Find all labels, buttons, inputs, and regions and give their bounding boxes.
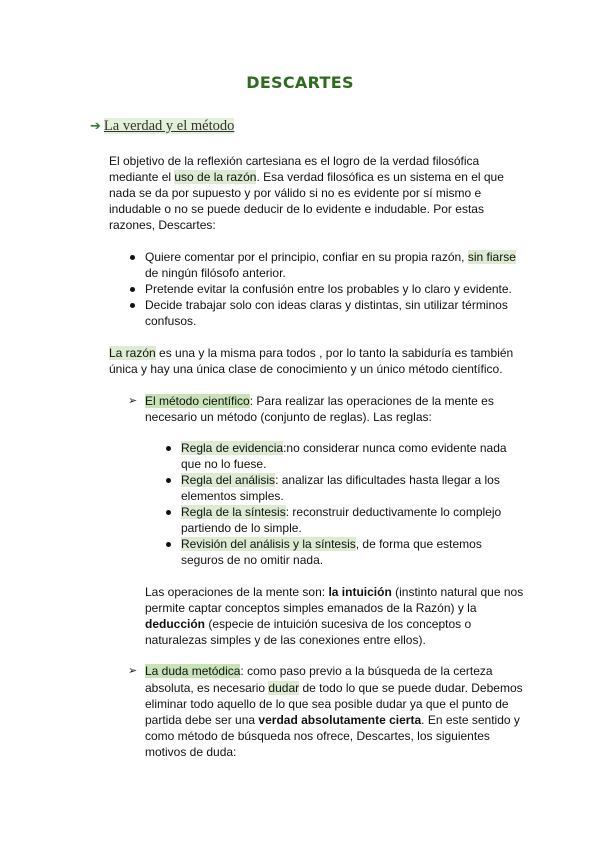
text-run: : analizar las dificultades hasta llegar a los xyxy=(275,473,500,487)
list-item xyxy=(181,440,507,456)
list-item-continuation: confusos. xyxy=(145,314,197,328)
list-item-continuation: partiendo de lo simple. xyxy=(181,521,302,535)
operaciones-line: naturalezas simples y de las conexiones entre ellos). xyxy=(145,633,426,647)
intro-line: razones, Descartes: xyxy=(109,218,216,232)
text-run: de todo lo que se puede dudar. Debemos xyxy=(299,681,523,695)
intro-line xyxy=(109,169,504,185)
bullet-icon xyxy=(166,542,171,547)
list-item-continuation: de ningún filósofo anterior. xyxy=(145,266,286,280)
text-run: es una y la misma para todos , por lo tanto la sabiduría es también xyxy=(155,346,514,360)
highlight-regla-analisis: Regla del análisis xyxy=(181,473,276,487)
bold-verdad-cierta: verdad absolutamente cierta xyxy=(258,713,422,727)
razon-line xyxy=(109,345,513,361)
text-run: absoluta, es necesario xyxy=(145,681,269,695)
operaciones-line xyxy=(145,616,471,632)
page-title: DESCARTES xyxy=(246,73,354,92)
list-item-continuation: seguros de no omitir nada. xyxy=(181,553,324,567)
highlight-revision: Revisión del análisis y la síntesis xyxy=(181,537,356,551)
duda-line: motivos de duda: xyxy=(145,745,237,759)
bullet-icon xyxy=(166,478,171,483)
list-item xyxy=(181,536,482,552)
razon-line: única y hay una única clase de conocimiento y un único método científico. xyxy=(109,362,503,376)
text-run: : como paso previo a la búsqueda de la certeza xyxy=(240,664,493,678)
text-run: : Para realizar las operaciones de la mente es xyxy=(249,394,494,408)
arrowhead-icon: ➢ xyxy=(128,664,138,677)
text-run: mediante el xyxy=(109,170,175,184)
highlight-metodo-cientifico: El método científico xyxy=(145,394,250,408)
operaciones-line xyxy=(145,584,523,600)
text-run: (instinto natural que nos xyxy=(391,585,524,599)
arrowhead-icon: ➢ xyxy=(128,394,138,407)
list-item xyxy=(181,472,500,488)
list-item: Pretende evitar la confusión entre los probables y lo claro y evidente. xyxy=(145,282,512,296)
highlight-regla-sintesis: Regla de la síntesis xyxy=(181,505,286,519)
highlight-regla-evidencia: Regla de evidencia xyxy=(181,441,284,455)
text-run: . En este sentido y xyxy=(421,713,520,727)
section-heading xyxy=(90,118,234,135)
text-run: Quiere comentar por el principio, confiar en su propia razón, xyxy=(145,250,468,264)
duda-line xyxy=(145,663,493,679)
text-run: partida debe ser una xyxy=(145,713,259,727)
highlight-uso-razon: uso de la razón xyxy=(174,170,257,184)
text-run: . Esa verdad filosófica es un sistema en el que xyxy=(256,170,504,184)
text-run: : reconstruir deductivamente lo complejo xyxy=(285,505,502,519)
intro-line: indudable o no se puede deducir de lo evidente e indudable. Por estas xyxy=(109,202,484,216)
highlight-dudar: dudar xyxy=(268,681,300,695)
duda-line: eliminar todo aquello de lo que sea posible dudar ya que el punto de xyxy=(145,697,509,711)
list-item xyxy=(145,249,516,265)
section-heading-text: La verdad y el método xyxy=(103,118,235,134)
bullet-icon xyxy=(166,446,171,451)
operaciones-line: permite captar conceptos simples emanados de la Razón) y la xyxy=(145,601,477,615)
text-run: (especie de intuición sucesiva de los conceptos o xyxy=(205,617,472,631)
arrow-right-icon: ➔ xyxy=(90,119,101,134)
bold-deduccion: deducción xyxy=(145,617,206,631)
duda-line: como método de búsqueda nos ofrece, Descartes, los siguientes xyxy=(145,729,490,743)
bullet-icon xyxy=(130,255,135,260)
text-run: :no considerar nunca como evidente nada xyxy=(283,441,507,455)
bullet-icon xyxy=(166,510,171,515)
intro-line: nada se da por supuesto y por válido si no es evidente por sí mismo e xyxy=(109,186,482,200)
metodo-line: necesario un método (conjunto de reglas). Las reglas: xyxy=(145,410,432,424)
bullet-icon xyxy=(130,287,135,292)
list-item-continuation: que no lo fuese. xyxy=(181,457,267,471)
list-item: Decide trabajar solo con ideas claras y distintas, sin utilizar términos xyxy=(145,298,508,312)
duda-line xyxy=(145,712,520,728)
highlight-la-razon: La razón xyxy=(109,346,156,360)
list-item xyxy=(181,504,501,520)
text-run: , de forma que estemos xyxy=(355,537,482,551)
bold-intuicion: la intuición xyxy=(328,585,392,599)
highlight-duda-metodica: La duda metódica xyxy=(145,664,241,678)
bullet-icon xyxy=(130,303,135,308)
list-item-continuation: elementos simples. xyxy=(181,489,284,503)
metodo-line xyxy=(145,393,494,409)
duda-line xyxy=(145,680,523,696)
intro-line: El objetivo de la reflexión cartesiana es el logro de la verdad filosófica xyxy=(109,154,480,168)
highlight-sin-fiarse: sin fiarse xyxy=(467,250,516,264)
text-run: Las operaciones de la mente son: xyxy=(145,585,329,599)
